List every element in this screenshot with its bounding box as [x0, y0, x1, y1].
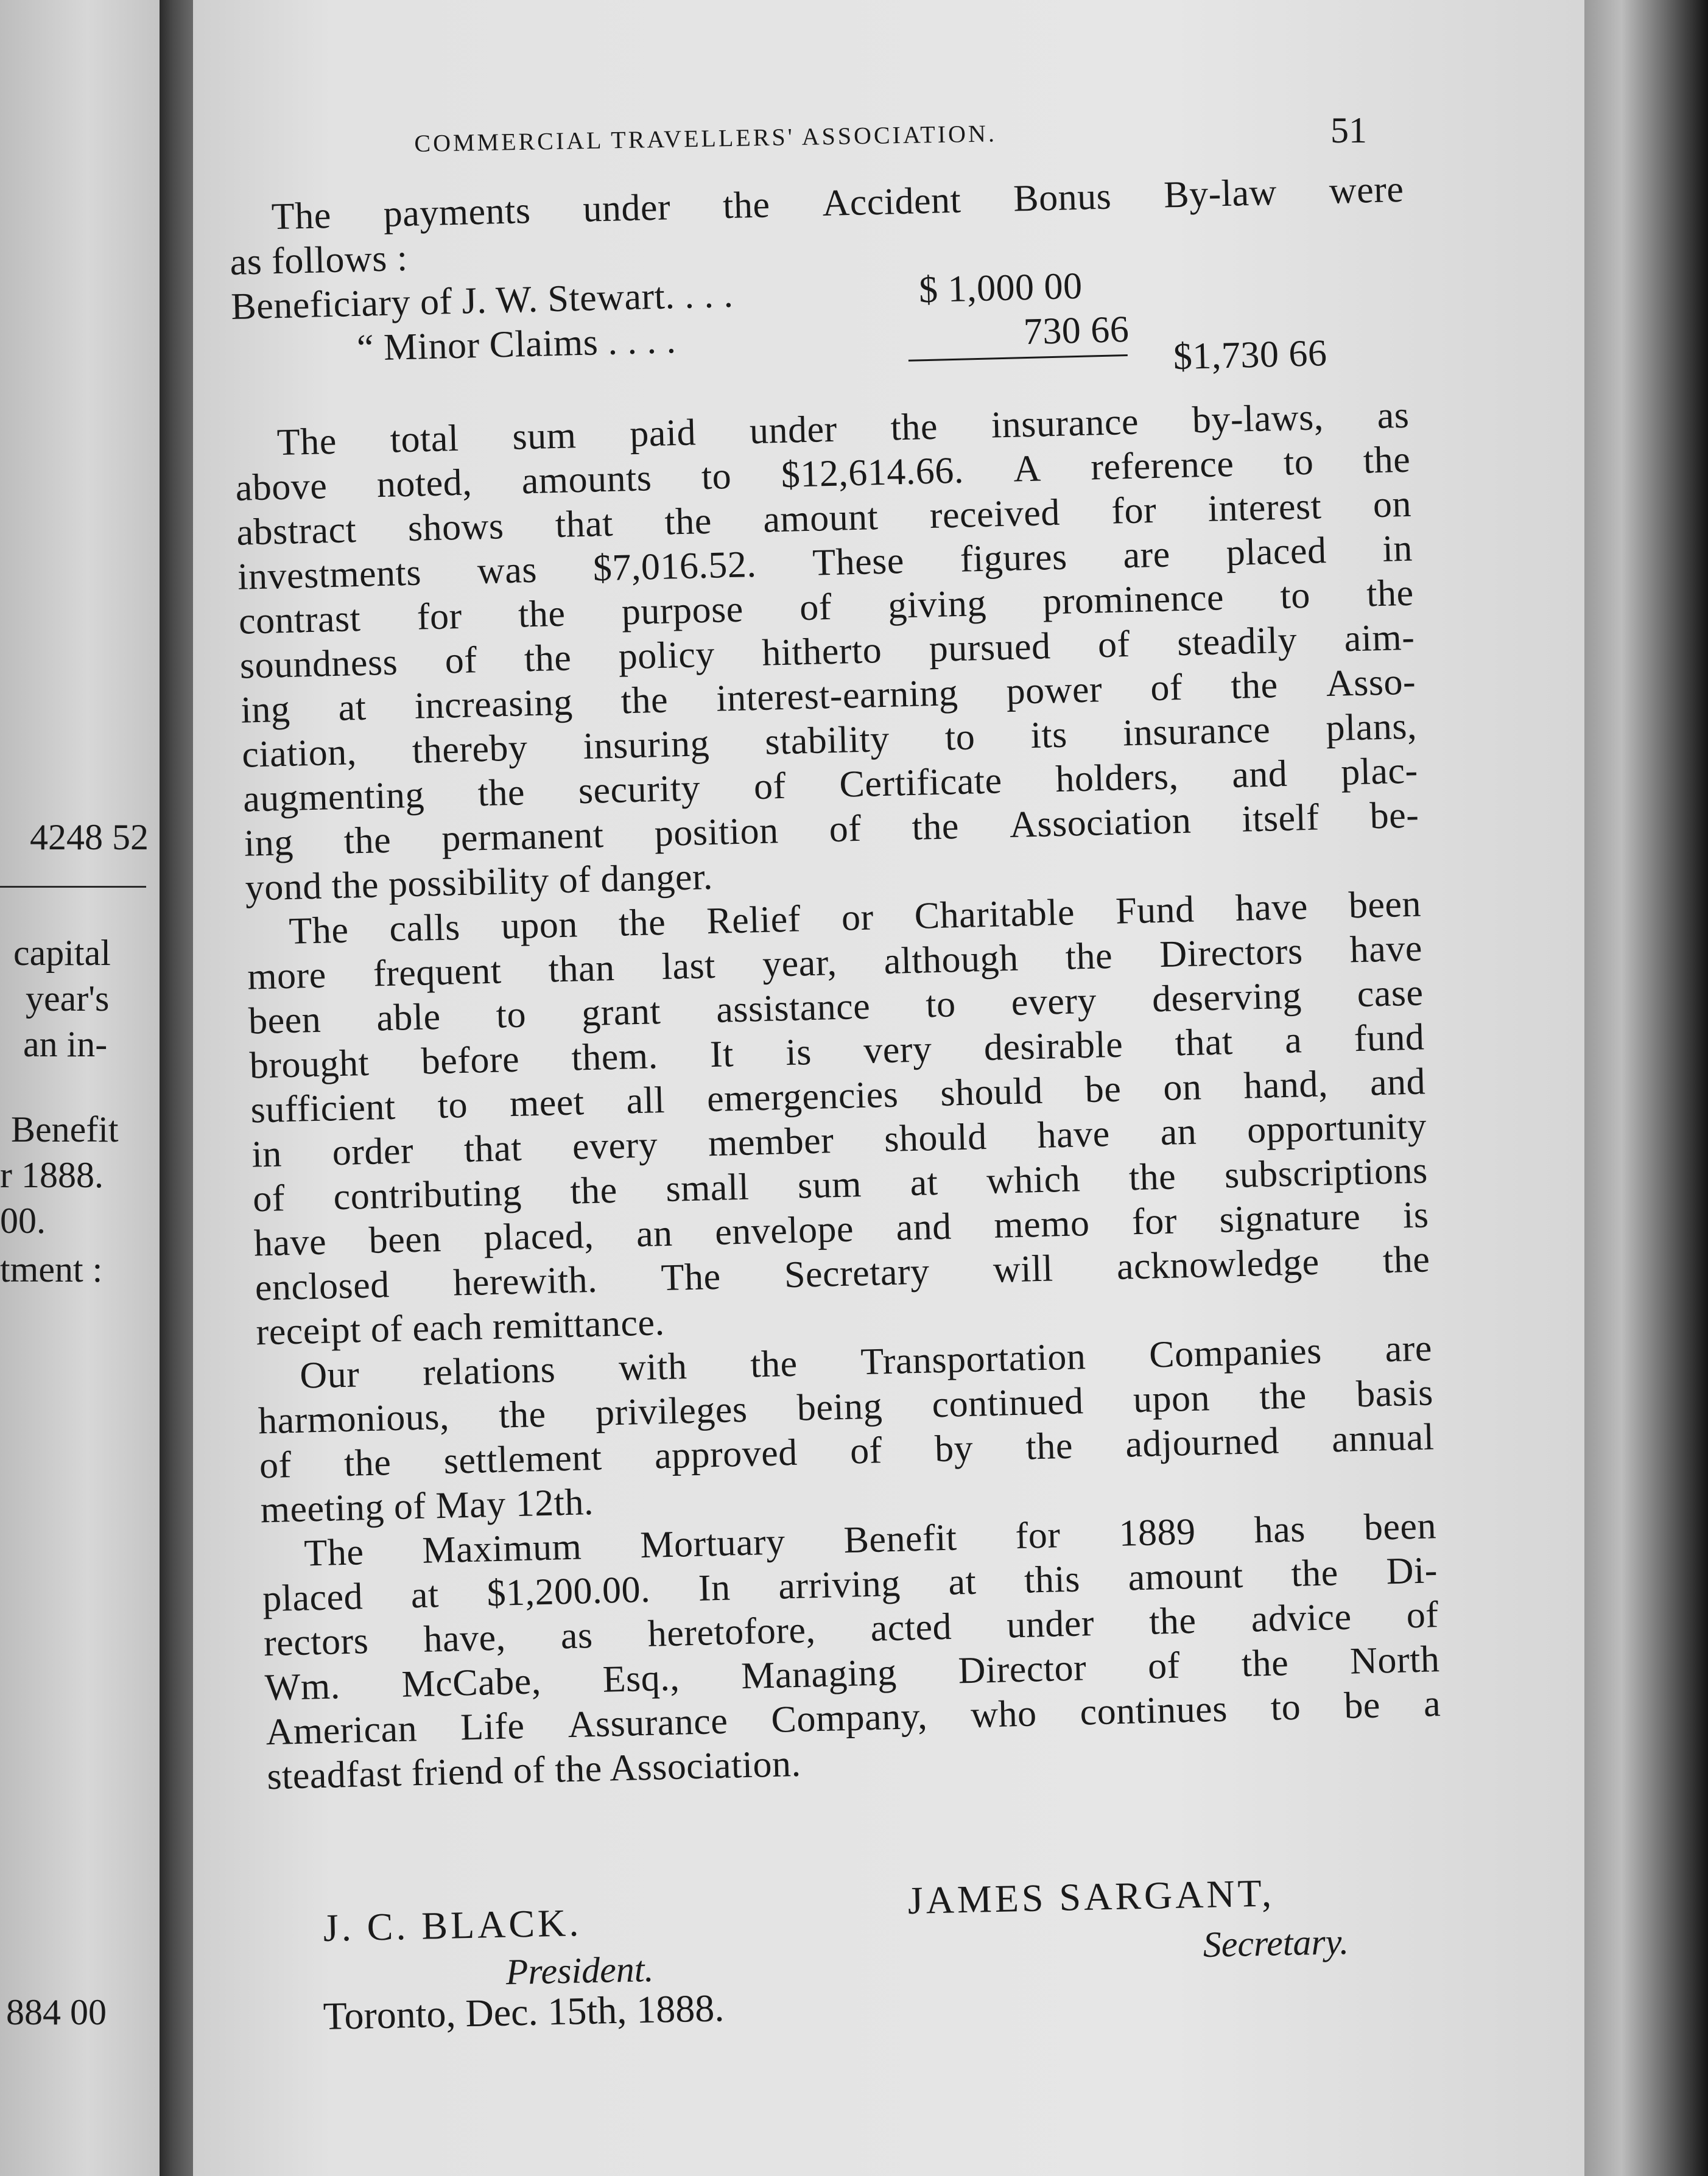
paragraph — [246, 882, 1432, 1355]
left-page — [0, 0, 160, 2176]
payment-amount: $ 1,000 00 — [918, 265, 1083, 311]
payment-label: Beneficiary of J. W. Stewart. . . . — [230, 273, 734, 328]
left-fragment: r 1888. — [0, 1155, 104, 1195]
president-name: J. C. BLACK. — [323, 1901, 582, 1950]
page-edge — [1584, 0, 1708, 2176]
paragraph — [234, 393, 1421, 911]
text-line: Our relations with the Transportation Companies are — [299, 1327, 1433, 1397]
text-line: enclosed herewith. The Secretary will acknowledge the — [255, 1238, 1431, 1309]
text-line: meeting of May 12th. — [259, 1481, 594, 1531]
text-line: sufficient to meet all emergencies should be on hand, and — [250, 1061, 1426, 1131]
text-line: The total sum paid under the insurance by-laws, as — [276, 394, 1410, 464]
text-line: ing the permanent position of the Association itself be- — [244, 794, 1420, 865]
payment-total: $1,730 66 — [1173, 332, 1328, 378]
text-line: been able to grant assistance to every deserving case — [248, 972, 1424, 1042]
text-line: harmonious, the privileges being continued upon the basis — [258, 1372, 1434, 1442]
page-number: 51 — [1330, 110, 1367, 150]
text-line: of contributing the small sum at which the subscriptions — [252, 1149, 1429, 1220]
text-line: Wm. McCabe, Esq., Managing Director of the North — [264, 1638, 1441, 1709]
text-line: of the settlement approved of by the adjourned annual — [259, 1416, 1435, 1487]
text-line: placed at $1,200.00. In arriving at this amount the Di- — [262, 1550, 1438, 1620]
payment-label: “ Minor Claims . . . . — [356, 320, 677, 369]
left-fragment: 00. — [0, 1201, 46, 1241]
text-line: soundness of the policy hitherto pursued of steadily aim- — [239, 616, 1416, 687]
text-line: ing at increasing the interest-earning power of the Asso- — [240, 661, 1416, 731]
text-line: The calls upon the Relief or Charitable Fund have been — [288, 883, 1422, 952]
text-line: contrast for the purpose of giving prominence to the — [238, 572, 1415, 642]
left-fragment: tment : — [0, 1249, 103, 1290]
payment-amount: 730 66 — [1023, 308, 1130, 353]
president-title: President. — [505, 1948, 655, 1992]
left-fragment: year's — [26, 978, 110, 1019]
left-fragment: capital — [13, 933, 111, 973]
text-line: American Life Assurance Company, who continues to be a — [265, 1683, 1441, 1753]
text-line: more frequent than last year, although the Directors have — [247, 927, 1423, 998]
secretary-title: Secretary. — [1203, 1921, 1349, 1965]
place-date: Toronto, Dec. 15th, 1888. — [323, 1986, 725, 2038]
running-title: COMMERCIAL TRAVELLERS' ASSOCIATION. — [414, 119, 997, 157]
text-line: abstract shows that the amount received for interest on — [236, 483, 1412, 553]
text-line: The payments under the Accident Bonus By-law were — [271, 168, 1405, 238]
subtotal-rule — [908, 354, 1128, 362]
text-line: augmenting the security of Certificate holders, and plac- — [242, 749, 1419, 820]
text-line: receipt of each remittance. — [255, 1302, 666, 1353]
left-rule — [0, 886, 146, 888]
text-line: have been placed, an envelope and memo for signature is — [253, 1194, 1430, 1265]
body-text — [228, 167, 1443, 1799]
left-fragment: 4248 52 — [30, 817, 149, 857]
left-fragment: an in- — [23, 1024, 108, 1064]
text-line: steadfast friend of the Association. — [266, 1743, 802, 1798]
paragraph — [261, 1504, 1443, 1799]
payments-table — [231, 256, 1409, 422]
text-line: The Maximum Mortuary Benefit for 1889 has been — [303, 1505, 1437, 1574]
paragraph — [257, 1326, 1436, 1532]
text-line: in order that every member should have an opportunity — [251, 1105, 1427, 1176]
text-line: rectors have, as heretofore, acted under the advice of — [263, 1594, 1439, 1665]
text-line: yond the possibility of danger. — [244, 855, 714, 909]
text-line: investments was $7,016.52. These figures are placed in — [237, 527, 1413, 598]
secretary-name: JAMES SARGANT, — [907, 1871, 1275, 1922]
text-line: above noted, amounts to $12,614.66. A reference to the — [234, 438, 1411, 509]
book-gutter — [160, 0, 193, 2176]
text-line: as follows : — [229, 237, 409, 283]
left-fragment: Benefit — [11, 1109, 119, 1149]
text-line: brought before them. It is very desirable that a fund — [249, 1016, 1425, 1087]
text-line: ciation, thereby insuring stability to its insurance plans, — [241, 705, 1418, 776]
left-fragment: 884 00 — [6, 1992, 107, 2032]
